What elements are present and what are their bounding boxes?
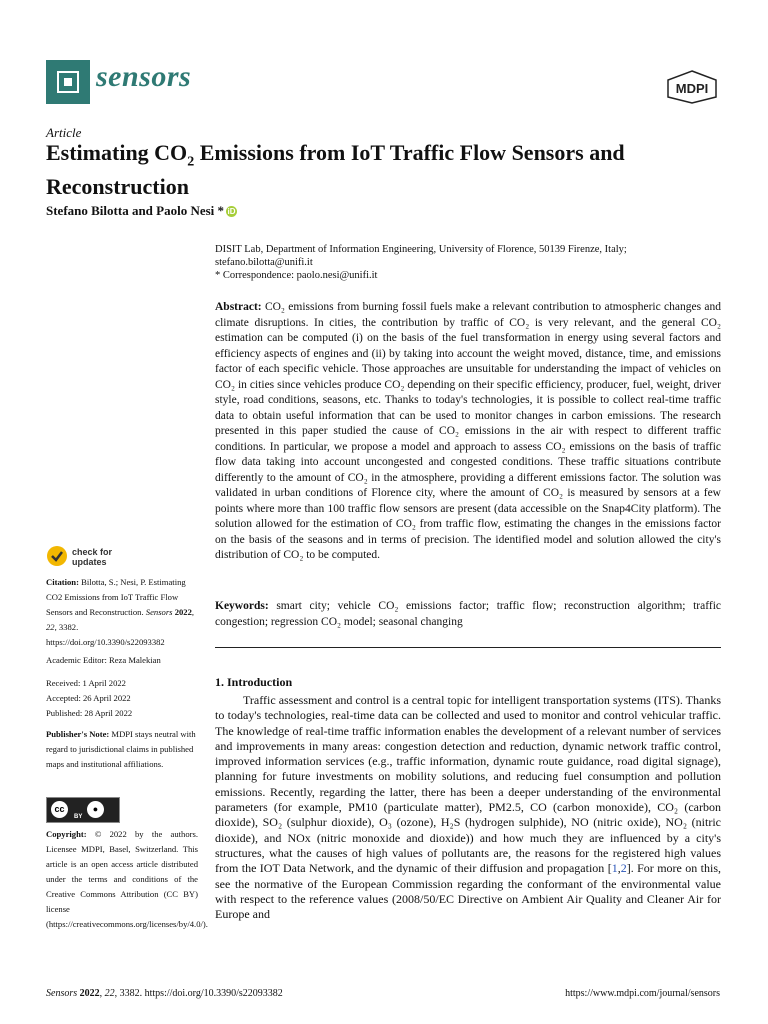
correspondence: * Correspondence: paolo.nesi@unifi.it (215, 270, 378, 281)
keywords (215, 599, 721, 630)
affiliation-line: DISIT Lab, Department of Information Engineering, University of Florence, 50139 Firenze, Italy; (215, 244, 627, 255)
keywords-label: Keywords: (215, 600, 269, 612)
published-date: Published: 28 April 2022 (46, 708, 133, 718)
citation: Citation: Bilotta, S.; Nesi, P. Estimating CO2 Emissions from IoT Traffic Flow Sensors and Reconstruction. Sensors 2022, 22, 3382. https://doi.org/10.3390/s22093382 (46, 577, 195, 647)
mdpi-logo-text: MDPI (675, 81, 709, 96)
copyright: Copyright: © 2022 by the authors. Licensee MDPI, Basel, Switzerland. This article is an open access article distributed under the terms and conditions of the Creative Commons Attribution (CC BY) license (https://creativecommons.org/licenses/by/4.0/). (46, 829, 208, 929)
authors: Stefano Bilotta and Paolo Nesi * iD (46, 203, 236, 218)
mdpi-logo-icon[interactable] (666, 70, 718, 104)
ref-link[interactable]: 2 (620, 861, 627, 876)
abstract-label: Abstract: (215, 301, 262, 313)
introduction-body: Traffic assessment and control is a central topic for intelligent transportation systems (ITS). Thanks to today's technologies, real-time data can be collected and used to monitor and control vehicular traffic. The knowledge of real-time traffic information enables the development of a relevant number of services and improvements in many areas: congestion detection and reduction, dynamic network traffic control, improved information services (e.g., traffic information, dynamic route guidance, road digital signage), planning for future investments on mobility solutions, and reducing fuel consumption and pollution emissions. Recently, regarding the latter, there has been a deeper understanding of the environmental parameters (for example, PM10 (particulate matter), PM2.5, CO (carbon monoxide), CO₂ (carbon dioxide), SO₂ (sulphur dioxide), O₃ (ozone), H₂S (hydrogen sulphide), NO (nitric oxide), NO₂ (nitric dioxide), and NOx (nitric monoxide and dioxide)) and how much they are influenced by a city's structures, what the causes of high values of pollutants are, the reasons for the registered high values from the IOT Data Network, and the dynamic of their diffusion and propagation [1,2]. For more on this, see the normative of the European Commission regarding the conformant of the environmental value with respect to the reference values (2008/50/EC Directive on Ambient Air Quality and Cleaner Air for Europe and (215, 693, 721, 922)
publishers-note: Publisher's Note: MDPI stays neutral with regard to jurisdictional claims in published maps and institutional affiliations. (46, 729, 196, 769)
paper-title: Estimating $CO_2$ Emissions from IoT Traffic Flow Sensors and Reconstruction (46, 140, 625, 200)
affiliation-email[interactable]: stefano.bilotta@unifi.it (215, 257, 313, 268)
academic-editor: Academic Editor: Reza Malekian (46, 655, 161, 665)
received-date: Received: 1 April 2022 (46, 678, 126, 688)
abstract-text: CO₂ emissions from burning fossil fuels make a relevant contribution to atmospheric changes and climate disruptions. In cities, the contribution by traffic of CO₂ is very relevant, and the general CO₂ estimation can be computed (i) on the basis of the fuel transformation in energy using several factors and efficiency aspects of engines and (ii) by taking into account the weight moved, distance, time, and emissions factor of each specific vehicle. Those approaches are unsuitable for understanding the impact of vehicles on CO₂ in cities since vehicles produce CO₂ depending on their specific efficiency, producer, fuel, weight, driver style, road conditions, seasons, etc. Thanks to today's technologies, it is possible to collect real-time traffic data to obtain useful information that can be used to monitor changes in carbon emissions. The research presented in this paper studied the cause of CO₂ emissions in the air with respect to different traffic conditions. In particular, we propose a model and approach to assess CO₂ emissions on the basis of traffic flow data taking into account uncongested and congested conditions. These traffic situations contribute differently to the amount of CO₂ in the atmosphere, providing a different emissions factor. The solution was validated in urban conditions of Florence city, where the amount of CO₂ is measured by sensors at a few points where more than 100 traffic flow sensors are present (data accessible on the Snap4City platform). The solution allowed for the estimation of CO₂ from traffic flow, estimating the changes in the emissions factor on the basis of the seasons and in terms of precision. The identified model and solution allowed the city's distribution of CO₂ to be computed. (215, 301, 721, 561)
article-type: Article (46, 125, 82, 140)
affiliation (215, 243, 725, 282)
journal-name: sensors (96, 60, 192, 93)
journal-logo-icon (46, 60, 90, 104)
cc-by-license-icon[interactable]: cc ● BY (46, 797, 120, 823)
accepted-date: Accepted: 26 April 2022 (46, 693, 131, 703)
ref-link[interactable]: 1 (611, 861, 618, 876)
divider (215, 647, 721, 648)
section-title: 1. Introduction (215, 675, 293, 689)
check-for-updates-button[interactable]: check for updates (46, 545, 156, 571)
check-updates-icon (46, 545, 68, 567)
abstract (215, 300, 721, 564)
footer-journal-url[interactable]: https://www.mdpi.com/journal/sensors (565, 988, 720, 999)
footer-citation: Sensors 2022, 22, 3382. https://doi.org/10.3390/s22093382 (46, 988, 283, 999)
orcid-icon[interactable]: iD (227, 207, 236, 216)
keywords-text: smart city; vehicle CO₂ emissions factor; traffic flow; reconstruction algorithm; traffic congestion; regression CO₂ model; seasonal changing (215, 600, 721, 628)
